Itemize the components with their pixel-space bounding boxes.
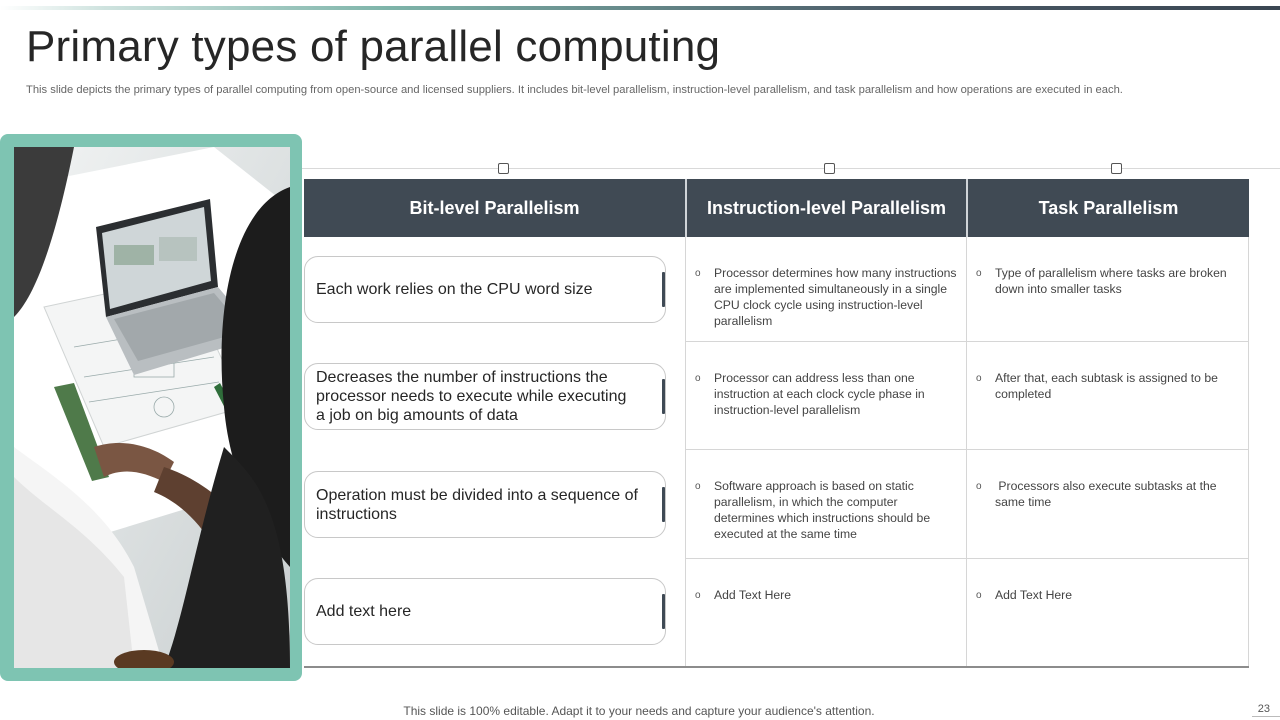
- instruction-level-cell: [695, 265, 957, 329]
- resize-handle-1[interactable]: [498, 163, 509, 174]
- instruction-level-cell: [695, 478, 957, 542]
- header-instruction-level: Instruction-level Parallelism: [687, 179, 966, 237]
- office-photo: [14, 147, 290, 668]
- task-cell: [976, 265, 1240, 297]
- instruction-level-cell: [695, 370, 957, 418]
- bit-level-item: [304, 256, 666, 323]
- footer-text: This slide is 100% editable. Adapt it to your needs and capture your audience's attention.: [403, 704, 875, 718]
- bit-level-text: Add text here: [316, 603, 412, 620]
- bullet-icon: o: [976, 481, 982, 492]
- instruction-level-text: Software approach is based on static parallelism, in which the computer determines which instructions should be executed at the same time: [714, 479, 931, 541]
- footer-note: [0, 704, 1280, 718]
- bullet-icon: o: [976, 373, 982, 384]
- box-accent-mark: [662, 272, 665, 307]
- column-separator: [966, 237, 967, 667]
- bullet-icon: o: [695, 268, 701, 279]
- header-task: Task Parallelism: [968, 179, 1249, 237]
- box-accent-mark: [662, 379, 665, 414]
- task-cell: [976, 587, 1240, 604]
- instruction-level-text: Add Text Here: [714, 588, 792, 602]
- bit-level-text: Each work relies on the CPU word size: [316, 281, 593, 298]
- top-accent-bar: [0, 6, 1280, 10]
- column-separator: [685, 237, 686, 667]
- bullet-icon: o: [695, 481, 701, 492]
- task-text: Processors also execute subtasks at the same time: [995, 479, 1220, 509]
- slide-subtitle: This slide depicts the primary types of parallel computing from open-source and licensed suppliers. It includes bit-level parallelism, instruction-level parallelism, and task parallelism and how operations are executed in each.: [26, 84, 1123, 96]
- slide-title: Primary types of parallel computing: [26, 22, 721, 71]
- resize-handle-3[interactable]: [1111, 163, 1122, 174]
- row-separator: [685, 558, 1249, 559]
- task-cell: [976, 478, 1240, 510]
- row-separator: [685, 449, 1249, 450]
- header-bit-level: Bit-level Parallelism: [304, 179, 685, 237]
- box-accent-mark: [662, 594, 665, 629]
- bit-level-text: Decreases the number of instructions the processor needs to execute while executing a job on big amounts of data: [316, 369, 627, 424]
- bullet-icon: o: [695, 373, 701, 384]
- row-separator: [685, 341, 1249, 342]
- bit-level-text: Operation must be divided into a sequence of instructions: [316, 486, 638, 523]
- bit-level-item: [304, 471, 666, 538]
- resize-handle-2[interactable]: [824, 163, 835, 174]
- bit-level-item: [304, 578, 666, 645]
- bullet-icon: o: [695, 590, 701, 601]
- page-number-rule: [1252, 716, 1280, 717]
- instruction-level-text: Processor can address less than one instruction at each clock cycle phase in instruction-level parallelism: [714, 371, 925, 417]
- header-guideline: [302, 168, 1280, 169]
- bullet-icon: o: [976, 268, 982, 279]
- instruction-level-text: Processor determines how many instructions are implemented simultaneously in a single CPU clock cycle using instruction-level parallelism: [714, 266, 957, 328]
- instruction-level-cell: [695, 587, 957, 604]
- bullet-icon: o: [976, 590, 982, 601]
- bit-level-item: [304, 363, 666, 430]
- table-bottom-rule: [304, 666, 1249, 668]
- box-accent-mark: [662, 487, 665, 522]
- page-number: 23: [1257, 703, 1270, 715]
- task-cell: [976, 370, 1240, 402]
- task-text: After that, each subtask is assigned to be completed: [995, 371, 1218, 401]
- task-text: Add Text Here: [995, 588, 1073, 602]
- task-text: Type of parallelism where tasks are broken down into smaller tasks: [995, 266, 1227, 296]
